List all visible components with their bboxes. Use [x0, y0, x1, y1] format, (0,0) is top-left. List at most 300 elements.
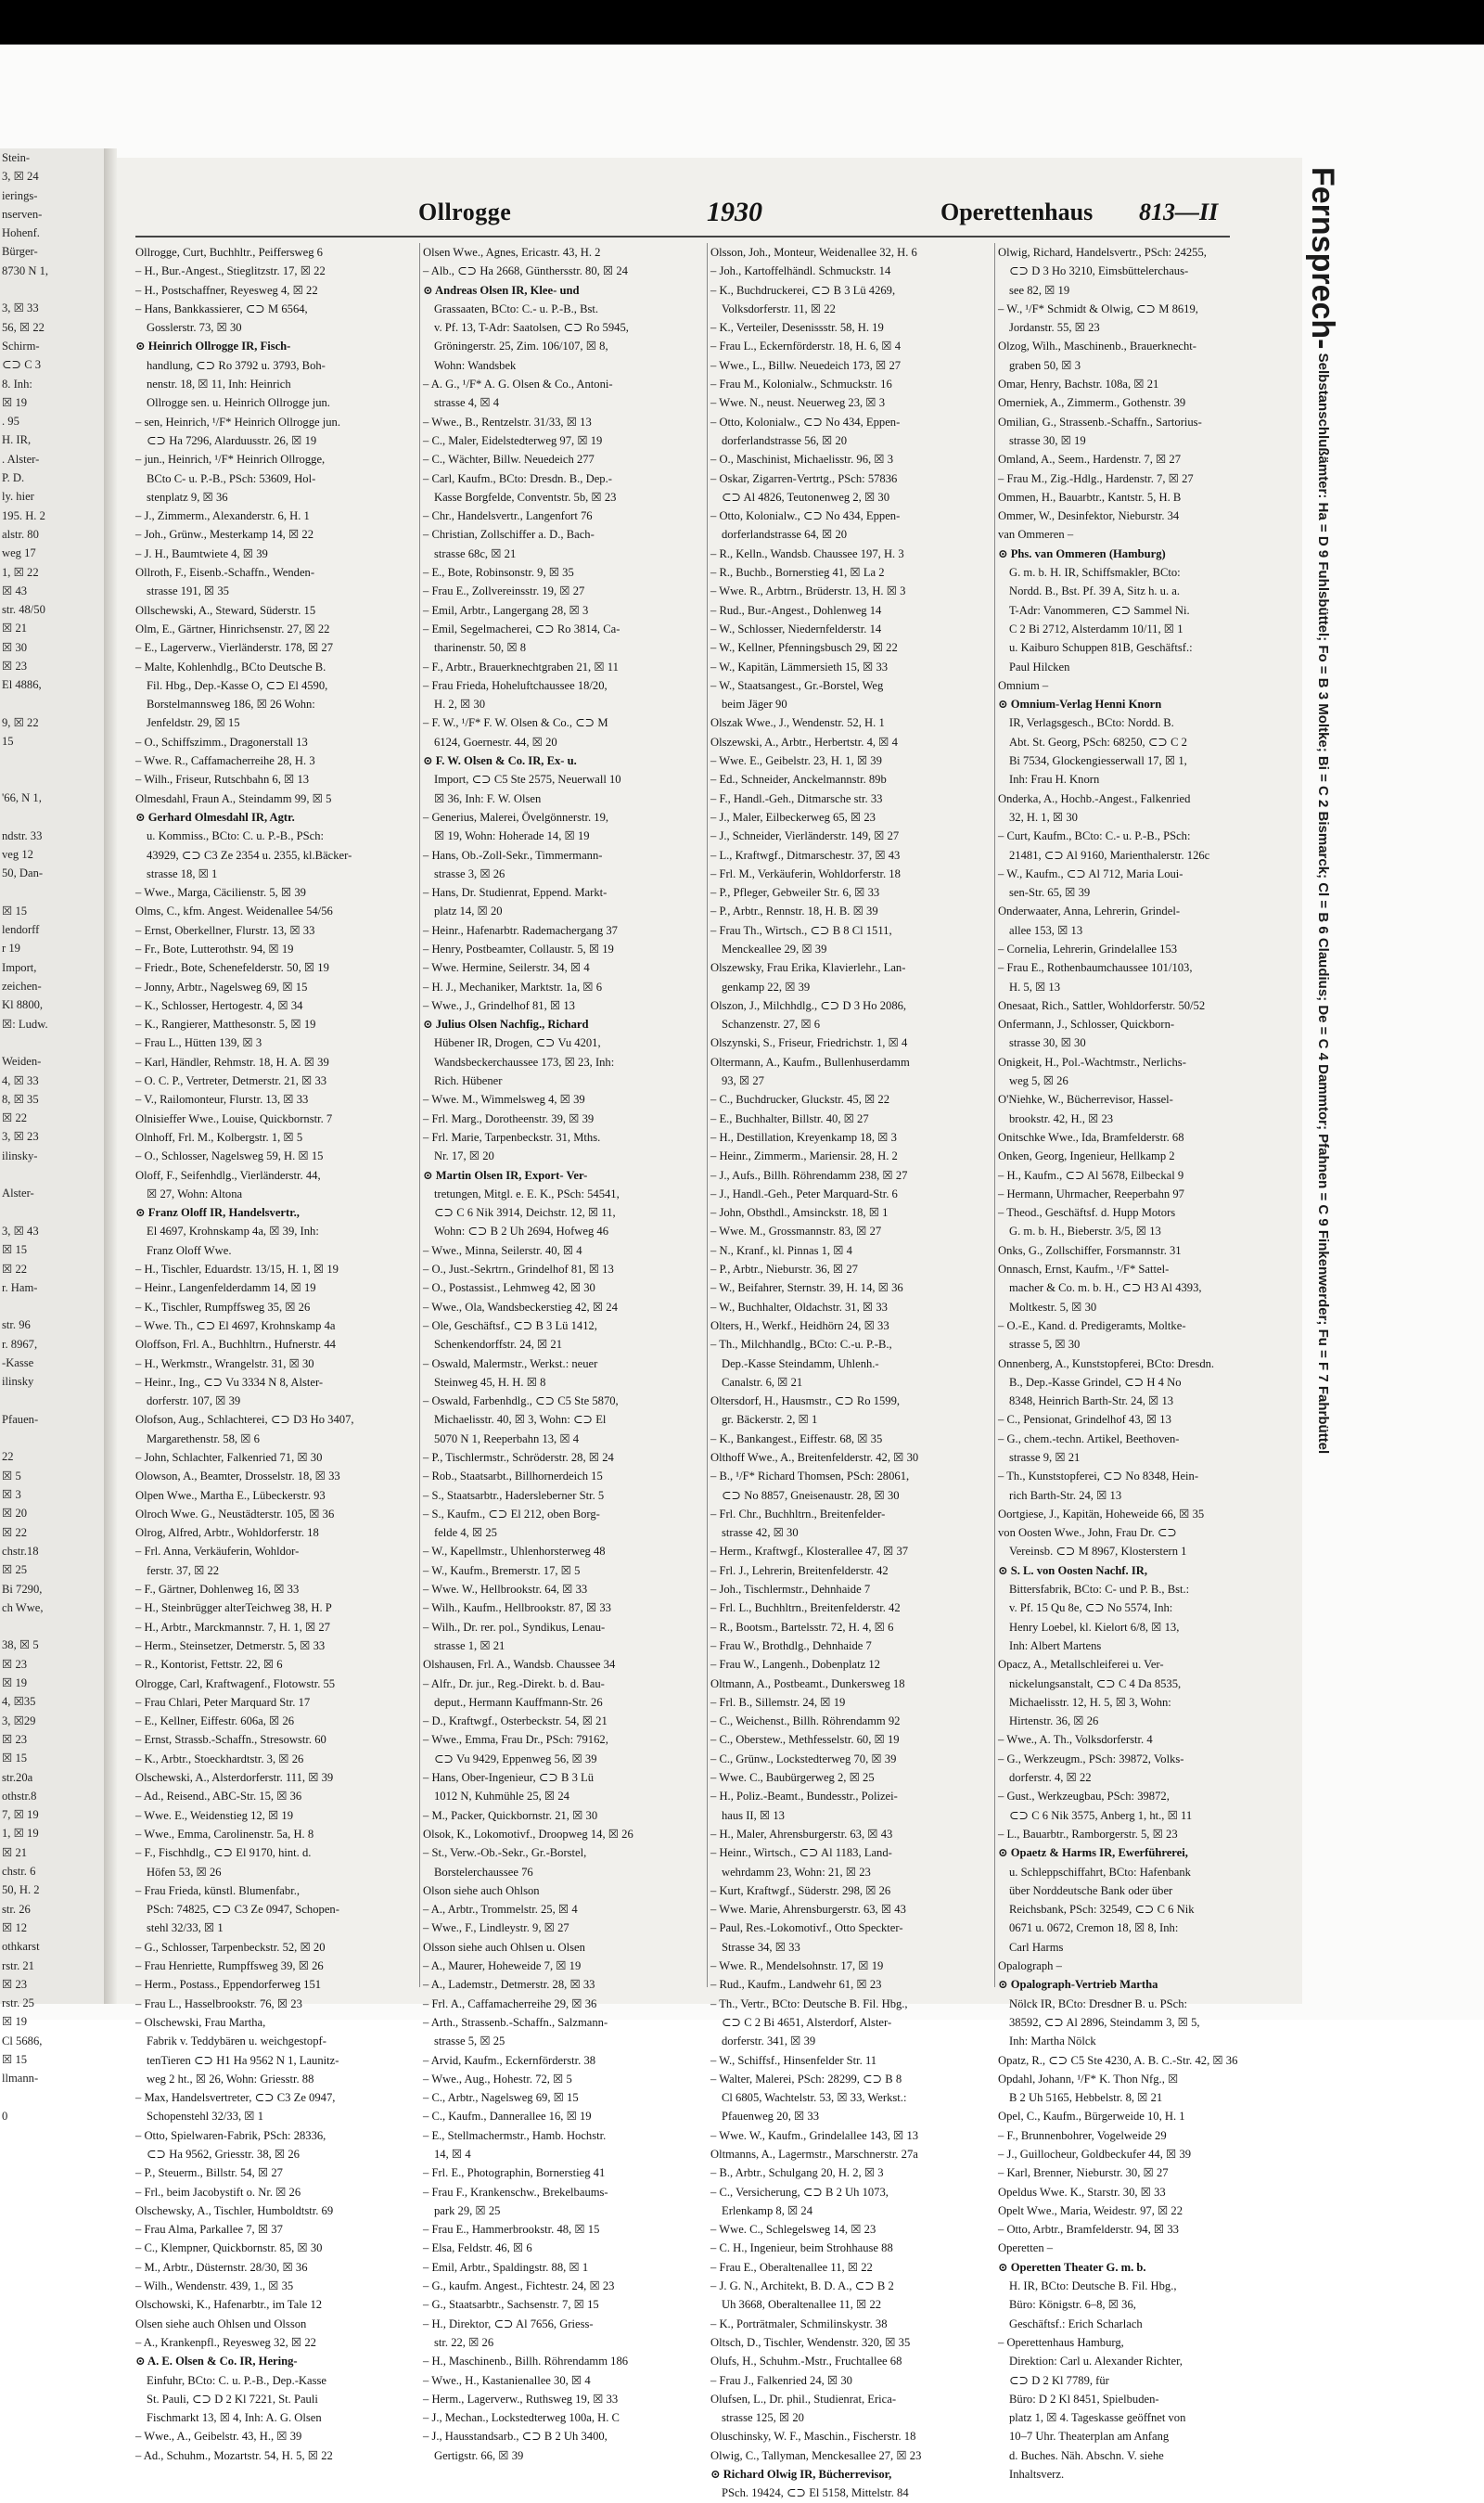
fragment-line: ☒ 19 — [2, 2015, 28, 2029]
fragment-line — [0, 1429, 104, 1447]
fragment-line: -Kasse — [2, 1356, 34, 1369]
directory-entry-line: Olsson, Joh., Monteur, Weidenallee 32, H. 6 — [710, 246, 917, 259]
fragment-line: ☒ 20 — [2, 1507, 28, 1521]
fragment-line: ☒ 22 — [2, 1111, 28, 1125]
column-4 — [998, 243, 1278, 2482]
directory-entry-line: – Emil, Arbtr., Spaldingstr. 88, ☒ 1 — [423, 2260, 589, 2274]
directory-entry-line: – C., Wächter, Billw. Neuedeich 277 — [423, 453, 595, 467]
directory-entry-line: Oluschinsky, W. F., Maschin., Fischerstr. 18 — [710, 2430, 916, 2444]
fragment-line: Cl 5686, — [2, 2034, 43, 2047]
directory-entry-line: – Wwe., B., Rentzelstr. 31/33, ☒ 13 — [423, 415, 592, 429]
directory-entry-line: – G., kaufm. Angest., Fichtestr. 24, ☒ 23 — [423, 2279, 615, 2293]
directory-entry-line: u. Kaiburo Schuppen 81B, Geschäftsf.: — [1009, 641, 1193, 655]
fragment-line — [0, 1392, 104, 1410]
directory-entry-line: – Frl. Marg., Dorotheenstr. 39, ☒ 39 — [423, 1111, 595, 1125]
directory-entry-line: van Ommeren – — [998, 528, 1074, 542]
fragment-line: llmann- — [2, 2072, 39, 2086]
directory-entry-line: Onitschke Wwe., Ida, Bramfelderstr. 68 — [998, 1130, 1184, 1144]
directory-entry-line: – Rob., Staatsarbt., Billhornerdeich 15 — [423, 1470, 603, 1483]
directory-entry-line: H. 2, ☒ 30 — [434, 698, 486, 712]
directory-entry-line: Olofson, Aug., Schlachterei, ⊂⊃ D3 Ho 3407, — [135, 1413, 354, 1427]
fragment-line: lendorff — [2, 923, 40, 937]
column-divider — [707, 243, 708, 1987]
directory-entry-line: – K., Schlosser, Hertogestr. 4, ☒ 34 — [135, 998, 303, 1012]
directory-entry-line: – Chr., Handelsvertr., Langenfort 76 — [423, 509, 593, 523]
directory-entry-line: – J., Hausstandsarb., ⊂⊃ B 2 Uh 3400, — [423, 2430, 608, 2444]
directory-entry-line: Wohn: ⊂⊃ B 2 Uh 2694, Hofweg 46 — [434, 1225, 608, 1239]
fragment-line — [0, 883, 104, 902]
directory-entry-line: – E., Kellner, Eiffestr. 606a, ☒ 26 — [135, 1714, 295, 1728]
scan-top-edge — [0, 0, 1484, 45]
fragment-line: 3, ☒ 33 — [2, 302, 39, 315]
directory-entry-line: – Gust., Werkzeugbau, PSch: 39872, — [998, 1790, 1170, 1803]
fragment-line: Stein- — [2, 151, 31, 164]
directory-entry-line: Michaelisstr. 40, ☒ 3, Wohn: ⊂⊃ El — [434, 1413, 607, 1427]
directory-entry-line: – Frau J., Falkenried 24, ☒ 30 — [710, 2373, 852, 2387]
directory-entry-line: – Heinr., Ing., ⊂⊃ Vu 3334 N 8, Alster- — [135, 1375, 324, 1389]
directory-entry-line: Olrog, Alfred, Arbtr., Wohldorferstr. 18 — [135, 1526, 319, 1540]
directory-entry-line: – Heinr., Hafenarbtr. Rademachergang 37 — [423, 923, 618, 937]
fragment-line: zeichen- — [2, 980, 42, 994]
directory-entry-line: – W., ¹/F* Schmidt & Olwig, ⊂⊃ M 8619, — [998, 302, 1198, 315]
directory-entry-line: – H., Poliz.-Beamt., Bundesstr., Polizei- — [710, 1790, 898, 1803]
firm-entry: ⊙ F. W. Olsen & Co. IR, Ex- u. — [423, 754, 577, 768]
directory-entry-line: G. m. b. H. IR, Schiffsmakler, BCto: — [1009, 566, 1181, 580]
directory-entry-line: Olm, E., Gärtner, Hinrichsenstr. 27, ☒ 22 — [135, 622, 330, 635]
directory-entry-line: BCto C- u. P.-B., PSch: 53609, Hol- — [147, 471, 316, 485]
directory-entry-line: Ommer, W., Desinfektor, Nieburstr. 34 — [998, 509, 1180, 523]
directory-entry-line: – Wilh., Kaufm., Hellbrookstr. 87, ☒ 33 — [423, 1601, 611, 1615]
right-keyword: Operettenhaus — [940, 199, 1094, 225]
directory-entry-line: – Frl. J., Lehrerin, Breitenfelderstr. 42 — [710, 1563, 889, 1577]
firm-entry: ⊙ Heinrich Ollrogge IR, Fisch- — [135, 340, 291, 353]
directory-entry-line: – Elsa, Feldstr. 46, ☒ 6 — [423, 2241, 532, 2255]
directory-entry-line: IR, Verlagsgesch., BCto: Nordd. B. — [1009, 716, 1174, 730]
directory-entry-line: strasse 1, ☒ 21 — [434, 1638, 505, 1652]
directory-entry-line: dorferstr. 107, ☒ 39 — [147, 1394, 241, 1408]
directory-entry-line: Olthoff Wwe., A., Breitenfelderstr. 42, ☒ 30 — [710, 1451, 919, 1464]
directory-entry-line: Opalograph – — [998, 1959, 1062, 1973]
directory-entry-line: – L., Kraftwgf., Ditmarschestr. 37, ☒ 43 — [710, 848, 901, 862]
fragment-line: 195. H. 2 — [2, 508, 45, 522]
directory-entry-line: 21481, ⊂⊃ Al 9160, Marienthalerstr. 126c — [1009, 848, 1210, 862]
directory-entry-line: – G., chem.-techn. Artikel, Beethoven- — [998, 1431, 1180, 1445]
directory-entry-line: – J., Aufs., Billh. Röhrendamm 238, ☒ 27 — [710, 1168, 908, 1182]
directory-entry-line: Omnium – — [998, 678, 1049, 692]
fragment-line: 1, ☒ 22 — [2, 565, 39, 579]
directory-entry-line: Schenkendorffstr. 24, ☒ 21 — [434, 1338, 563, 1352]
directory-entry-line: Olowson, A., Beamter, Drosselstr. 18, ☒ 33 — [135, 1470, 340, 1483]
fragment-line: ☒: Ludw. — [2, 1017, 48, 1031]
directory-entry-line: – Wwe., J., Grindelhof 81, ☒ 13 — [423, 998, 575, 1012]
fragment-line: 38, ☒ 5 — [2, 1638, 39, 1652]
directory-entry-line: – Heinr., Langenfelderdamm 14, ☒ 19 — [135, 1281, 316, 1295]
directory-entry-line: strasse 30, ☒ 30 — [1009, 1036, 1086, 1050]
directory-entry-line: Olufs, H., Schuhm.-Mstr., Fruchtallee 68 — [710, 2355, 902, 2368]
directory-entry-line: rich Barth-Str. 24, ☒ 13 — [1009, 1488, 1122, 1502]
fragment-line: 0 — [2, 2109, 8, 2123]
directory-entry-line: – Wwe. M., Wimmelsweg 4, ☒ 39 — [423, 1093, 585, 1107]
directory-entry-line: Olszewsky, Frau Erika, Klavierlehr., Lan- — [710, 961, 906, 975]
fragment-line: 56, ☒ 22 — [2, 320, 45, 334]
directory-entry-line: – V., Railomonteur, Flurstr. 13, ☒ 33 — [135, 1093, 309, 1107]
directory-entry-line: stehl 32/33, ☒ 1 — [147, 1921, 224, 1935]
directory-entry-line: – R., Kontorist, Fettstr. 22, ☒ 6 — [135, 1658, 283, 1672]
directory-entry-line: Ommen, H., Bauarbtr., Kantstr. 5, H. B — [998, 490, 1182, 504]
fragment-line: ⊂⊃ C 3 — [2, 358, 42, 372]
directory-entry-line: Steinweg 45, H. H. ☒ 8 — [434, 1375, 546, 1389]
directory-entry-line: – W., Schiffsf., Hinsenfelder Str. 11 — [710, 2053, 877, 2067]
directory-entry-line: – C., Arbtr., Nagelsweg 69, ☒ 15 — [423, 2091, 579, 2105]
directory-entry-line: Fischmarkt 13, ☒ 4, Inh: A. G. Olsen — [147, 2411, 322, 2425]
directory-entry-line: Wandsbeckerchaussee 173, ☒ 23, Inh: — [434, 1055, 615, 1069]
fragment-line: veg 12 — [2, 847, 33, 861]
directory-entry-line: – W., Kapellmstr., Uhlenhorsterweg 48 — [423, 1545, 606, 1559]
directory-entry-line: – M., Packer, Quickbornstr. 21, ☒ 30 — [423, 1808, 598, 1822]
directory-entry-line: – O., Schiffszimm., Dragonerstall 13 — [135, 735, 308, 749]
directory-entry-line: – W., Kaufm., Bremerstr. 17, ☒ 5 — [423, 1563, 581, 1577]
directory-entry-line: – Frl., beim Jacobystift o. Nr. ☒ 26 — [135, 2185, 301, 2199]
fragment-line — [0, 1033, 104, 1052]
directory-entry-line: – Heinr., Wirtsch., ⊂⊃ Al 1183, Land- — [710, 1846, 892, 1860]
fragment-line: 50, H. 2 — [2, 1883, 40, 1897]
directory-entry-line: strasse 9, ☒ 21 — [1009, 1451, 1081, 1464]
directory-entry-line: Onderwaater, Anna, Lehrerin, Grindel- — [998, 905, 1181, 918]
fragment-line: ☒ 21 — [2, 622, 28, 635]
directory-entry-line: – J., Guillocheur, Goldbeckufer 44, ☒ 39 — [998, 2147, 1192, 2161]
directory-entry-line: – Wwe. R., Mendelsohnstr. 17, ☒ 19 — [710, 1959, 884, 1973]
directory-entry-line: ⊂⊃ C 2 Bi 4651, Alsterdorf, Alster- — [722, 2015, 892, 2029]
directory-entry-line: Gertigstr. 66, ☒ 39 — [434, 2448, 524, 2462]
directory-entry-line: Omerniek, A., Zimmerm., Gothenstr. 39 — [998, 396, 1186, 410]
directory-entry-line: ⊂⊃ D 2 Kl 7789, für — [1009, 2373, 1109, 2387]
directory-entry-line: – Hans, Ob.-Zoll-Sekr., Timmermann- — [423, 848, 603, 862]
directory-entry-line: felde 4, ☒ 25 — [434, 1526, 497, 1540]
directory-entry-line: Bi 7534, Glockengiesserwall 17, ☒ 1, — [1009, 754, 1187, 768]
directory-entry-line: B 2 Uh 5165, Hebbelstr. 8, ☒ 21 — [1009, 2091, 1163, 2105]
directory-entry-line: – C., Pensionat, Grindelhof 43, ☒ 13 — [998, 1413, 1171, 1427]
directory-entry-line: – C., Maler, Eidelstedterweg 97, ☒ 19 — [423, 433, 603, 447]
directory-entry-line: – C., Kaufm., Dannerallee 16, ☒ 19 — [423, 2110, 592, 2124]
directory-entry-line: strasse 3, ☒ 26 — [434, 866, 505, 880]
fragment-line: . 95 — [2, 415, 19, 429]
fragment-line: ☒ 23 — [2, 1732, 28, 1746]
directory-entry-line: – Frau E., Oberaltenallee 11, ☒ 22 — [710, 2260, 873, 2274]
directory-entry-line: Olzog, Wilh., Maschinenb., Brauerknecht- — [998, 340, 1196, 353]
directory-entry-line: – Frau L., Hütten 139, ☒ 3 — [135, 1036, 262, 1050]
directory-entry-line: ⊂⊃ No 8857, Gneisenaustr. 28, ☒ 30 — [722, 1488, 900, 1502]
column-2 — [423, 243, 703, 2462]
directory-entry-line: Opel, C., Kaufm., Bürgerweide 10, H. 1 — [998, 2110, 1185, 2124]
directory-entry-line: – Joh., Kartoffelhändl. Schmuckstr. 14 — [710, 264, 891, 278]
directory-entry-line: – Walter, Malerei, PSch: 28299, ⊂⊃ B 8 — [710, 2072, 902, 2086]
directory-entry-line: Rich. Hübener — [434, 1074, 503, 1088]
directory-entry-line: strasse 191, ☒ 35 — [147, 584, 229, 598]
directory-entry-line: – Wwe., A. Th., Volksdorferstr. 4 — [998, 1733, 1153, 1747]
firm-entry: ⊙ A. E. Olsen & Co. IR, Hering- — [135, 2355, 298, 2368]
directory-entry-line: – Frau E., Zollvereinsstr. 19, ☒ 27 — [423, 584, 585, 598]
directory-entry-line: Oloff, F., Seifenhdlg., Vierländerstr. 44, — [135, 1168, 321, 1182]
directory-entry-line: 1012 N, Kuhmühle 25, ☒ 24 — [434, 1790, 569, 1803]
fragment-line — [0, 1203, 104, 1222]
directory-entry-line: – C., Oberstew., Methfesselstr. 60, ☒ 19 — [710, 1733, 900, 1747]
directory-entry-line: – Herm., Postass., Eppendorferweg 151 — [135, 1978, 322, 1992]
directory-entry-line: tretungen, Mitgl. e. E. K., PSch: 54541, — [434, 1187, 620, 1200]
firm-entry: ⊙ Omnium-Verlag Henni Knorn — [998, 698, 1162, 712]
directory-entry-line: Olms, C., kfm. Angest. Weidenallee 54/56 — [135, 905, 333, 918]
directory-entry-line: – K., Bankangest., Eiffestr. 68, ☒ 35 — [710, 1431, 883, 1445]
fragment-line: ☒ 19 — [2, 395, 28, 409]
directory-entry-line: weg 5, ☒ 26 — [1009, 1074, 1068, 1088]
fragment-line: Import, — [2, 960, 37, 974]
directory-entry-line: – Wwe. Marie, Ahrensburgerstr. 63, ☒ 43 — [710, 1903, 906, 1917]
directory-entry-line: von Oosten Wwe., John, Frau Dr. ⊂⊃ — [998, 1526, 1177, 1540]
directory-entry-line: Fil. Hbg., Dep.-Kasse O, ⊂⊃ El 4590, — [147, 678, 328, 692]
directory-entry-line: Nordd. B., Bst. Pf. 39 A, Sitz h. u. a. — [1009, 584, 1181, 598]
directory-entry-line: – O., Schlosser, Nagelsweg 59, H. ☒ 15 — [135, 1149, 324, 1163]
directory-entry-line: Jordanstr. 55, ☒ 23 — [1009, 321, 1100, 335]
directory-entry-line: – F., Gärtner, Dohlenweg 16, ☒ 33 — [135, 1583, 300, 1597]
fragment-line: Bi 7290, — [2, 1582, 43, 1596]
directory-entry-line: dorferstr. 4, ☒ 22 — [1009, 1771, 1092, 1785]
directory-entry-line: v. Pf. 15 Qu 8e, ⊂⊃ No 5574, Inh: — [1009, 1601, 1173, 1615]
directory-entry-line: Ollrogge, Curt, Buchhltr., Peiffersweg 6 — [135, 246, 323, 259]
directory-entry-line: – Hans, Ober-Ingenieur, ⊂⊃ B 3 Lü — [423, 1771, 595, 1785]
directory-entry-line: – Arvid, Kaufm., Eckernförderstr. 38 — [423, 2053, 596, 2067]
directory-entry-line: – Oswald, Malermstr., Werkst.: neuer — [423, 1356, 598, 1370]
directory-entry-line: Vereinsb. ⊂⊃ M 8967, Klosterstern 1 — [1009, 1545, 1187, 1559]
fragment-line: ☒ 15 — [2, 1243, 28, 1257]
directory-entry-line: – Emil, Segelmacherei, ⊂⊃ Ro 3814, Ca- — [423, 622, 620, 635]
directory-entry-line: H. 5, ☒ 13 — [1009, 980, 1061, 994]
directory-entry-line: – Max, Handelsvertreter, ⊂⊃ C3 Ze 0947, — [135, 2091, 336, 2105]
directory-entry-line: – H., Maler, Ahrensburgerstr. 63, ☒ 43 — [710, 1827, 893, 1841]
fragment-line: ☒ 23 — [2, 1977, 28, 1991]
directory-entry-line: Olszak Wwe., J., Wendenstr. 52, H. 1 — [710, 716, 885, 730]
directory-entry-line: – Wwe. E., Geibelstr. 23, H. 1, ☒ 39 — [710, 754, 882, 768]
directory-entry-line: 5070 N 1, Reeperbahn 13, ☒ 4 — [434, 1431, 580, 1445]
directory-entry-line: Gosslerstr. 73, ☒ 30 — [147, 321, 242, 335]
directory-entry-line: – J., Mechan., Lockstedterweg 100a, H. C — [423, 2411, 620, 2425]
directory-entry-line: Wohn: Wandsbek — [434, 358, 517, 372]
fragment-line: othstr.8 — [2, 1789, 37, 1803]
directory-entry-line: Uh 3668, Oberaltenallee 11, ☒ 22 — [722, 2298, 882, 2312]
directory-entry-line: Olsen Wwe., Agnes, Ericastr. 43, H. 2 — [423, 246, 601, 259]
directory-entry-line: – Wwe., Minna, Seilerstr. 40, ☒ 4 — [423, 1243, 582, 1257]
directory-entry-line: – R., Bootsm., Bartelsstr. 72, H. 4, ☒ 6 — [710, 1620, 894, 1634]
directory-entry-line: d. Buches. Näh. Abschn. V. siehe — [1009, 2448, 1164, 2462]
directory-entry-line: – J., Schneider, Vierländerstr. 149, ☒ 27 — [710, 829, 900, 843]
directory-entry-line: – Wwe., Ola, Wandsbeckerstieg 42, ☒ 24 — [423, 1300, 618, 1314]
directory-entry-line: ⊂⊃ Ha 9562, Griesstr. 38, ☒ 26 — [147, 2147, 300, 2161]
fragment-line: ☒ 15 — [2, 904, 28, 918]
directory-entry-line: – Frau Frieda, Hoheluftchaussee 18/20, — [423, 678, 608, 692]
directory-entry-line: 32, H. 1, ☒ 30 — [1009, 810, 1078, 824]
directory-entry-line: – H., Tischler, Eduardstr. 13/15, H. 1, ☒ 19 — [135, 1263, 339, 1277]
directory-entry-line: wehrdamm 23, Wohn: 21, ☒ 23 — [722, 1865, 871, 1879]
directory-entry-line: brookstr. 42, H., ☒ 23 — [1009, 1111, 1114, 1125]
fragment-line: ☒ 43 — [2, 584, 28, 597]
directory-entry-line: Opdahl, Johann, ¹/F* K. Thon Nfg., ☒ — [998, 2072, 1179, 2086]
fragment-line: Pfauen- — [2, 1412, 39, 1426]
directory-entry-line: – Wwe. R., Arbtrn., Brüderstr. 13, H. ☒ 3 — [710, 584, 906, 598]
firm-entry: ⊙ Richard Olwig IR, Bücherrevisor, — [710, 2468, 892, 2482]
directory-entry-line: strasse 5, ☒ 25 — [434, 2034, 505, 2048]
directory-entry-line: 8348, Heinrich Barth-Str. 24, ☒ 13 — [1009, 1394, 1174, 1408]
directory-entry-line: – Wwe. E., Weidenstieg 12, ☒ 19 — [135, 1808, 294, 1822]
fragment-line: othkarst — [2, 1940, 40, 1954]
fragment-line: rstr. 25 — [2, 1996, 34, 2010]
fragment-line: nserven- — [2, 207, 43, 221]
directory-entry-line: – Wilh., Wendenstr. 439, 1., ☒ 35 — [135, 2279, 294, 2293]
fragment-line — [0, 807, 104, 826]
directory-entry-line: strasse 68c, ☒ 21 — [434, 546, 517, 560]
directory-entry-line: ☒ 27, Wohn: Altona — [147, 1187, 243, 1200]
directory-entry-line: nickelungsanstalt, ⊂⊃ C 4 Da 8535, — [1009, 1676, 1182, 1690]
directory-entry-line: – G., Werkzeugm., PSch: 39872, Volks- — [998, 1752, 1184, 1765]
directory-entry-line: – O.-E., Kand. d. Predigeramts, Moltke- — [998, 1318, 1186, 1332]
directory-entry-line: – H. J., Mechaniker, Marktstr. 1a, ☒ 6 — [423, 980, 603, 994]
directory-entry-line: Nölck IR, BCto: Dresdner B. u. PSch: — [1009, 1996, 1188, 2010]
side-band-title: Fernsprech- — [1304, 167, 1340, 350]
directory-entry-line: sen-Str. 65, ☒ 39 — [1009, 886, 1091, 900]
directory-entry-line: – K., Buchdruckerei, ⊂⊃ B 3 Lü 4269, — [710, 283, 896, 297]
directory-entry-line: – Alfr., Dr. jur., Reg.-Direkt. b. d. Bau- — [423, 1676, 605, 1690]
fragment-line: ☒ 15 — [2, 2052, 28, 2066]
directory-entry-line: Olwig, Richard, Handelsvertr., PSch: 24255, — [998, 246, 1207, 259]
directory-entry-line: – Frau Henriette, Rumpffsweg 39, ☒ 26 — [135, 1959, 324, 1973]
directory-entry-line: Onks, G., Zollschiffer, Forsmannstr. 31 — [998, 1243, 1182, 1257]
directory-entry-line: – E., Lagerverw., Vierländerstr. 178, ☒ 27 — [135, 641, 334, 655]
directory-entry-line: u. Schleppschiffahrt, BCto: Hafenbank — [1009, 1865, 1191, 1879]
directory-entry-line: – H., Steinbrügger alterTeichweg 38, H. P — [135, 1601, 332, 1615]
directory-entry-line: Olwig, C., Tallyman, Menckesallee 27, ☒ 23 — [710, 2448, 922, 2462]
fragment-line: r. 8967, — [2, 1337, 38, 1351]
directory-entry-line: – Frl. B., Sillemstr. 24, ☒ 19 — [710, 1695, 846, 1709]
directory-entry-line: – Hermann, Uhrmacher, Reeperbahn 97 — [998, 1187, 1184, 1200]
directory-entry-line: O'Niehke, W., Bücherrevisor, Hassel- — [998, 1093, 1173, 1107]
directory-entry-line: strasse 42, ☒ 30 — [722, 1526, 799, 1540]
directory-entry-line: – Generius, Malerei, Övelgönnerstr. 19, — [423, 810, 609, 824]
directory-entry-line: Olpen Wwe., Martha E., Lübeckerstr. 93 — [135, 1488, 326, 1502]
firm-entry: ⊙ Andreas Olsen IR, Klee- und — [423, 283, 580, 297]
directory-entry-line: – E., Bote, Robinsonstr. 9, ☒ 35 — [423, 566, 574, 580]
directory-entry-line: – Otto, Kolonialw., ⊂⊃ No 434, Eppen- — [710, 509, 901, 523]
directory-entry-line: – Frau F., Krankenschw., Brekelbaums- — [423, 2185, 608, 2199]
directory-entry-line: Onigkeit, H., Pol.-Wachtmstr., Nerlichs- — [998, 1055, 1186, 1069]
directory-entry-line: 93, ☒ 27 — [722, 1074, 764, 1088]
fragment-line: str. 96 — [2, 1318, 31, 1332]
directory-entry-line: Reichsbank, PSch: 32549, ⊂⊃ C 6 Nik — [1009, 1903, 1195, 1917]
fragment-line: ierings- — [2, 188, 38, 202]
directory-entry-line: Direktion: Carl u. Alexander Richter, — [1009, 2355, 1183, 2368]
directory-entry-line: – Herm., Kraftwgf., Klosterallee 47, ☒ 37 — [710, 1545, 909, 1559]
directory-entry-line: – Herm., Steinsetzer, Detmerstr. 5, ☒ 33 — [135, 1638, 326, 1652]
directory-entry-line: strasse 18, ☒ 1 — [147, 866, 218, 880]
directory-entry-line: – Th., Milchhandlg., BCto: C.-u. P.-B., — [710, 1338, 892, 1352]
directory-entry-line: – F., Brunnenbohrer, Vogelweide 29 — [998, 2128, 1167, 2142]
directory-entry-line: – Wwe. M., Grossmannstr. 83, ☒ 27 — [710, 1225, 882, 1239]
directory-entry-line: nenstr. 18, ☒ 11, Inh: Heinrich — [147, 378, 291, 391]
directory-entry-line: – R., Buchb., Bornerstieg 41, ☒ La 2 — [710, 566, 885, 580]
fragment-line: . Alster- — [2, 452, 40, 466]
directory-entry-line: – C., Grünw., Lockstedterweg 70, ☒ 39 — [710, 1752, 897, 1765]
directory-entry-line: – K., Rangierer, Matthesonstr. 5, ☒ 19 — [135, 1018, 316, 1032]
directory-entry-line: – Wwe. W., Hellbrookstr. 64, ☒ 33 — [423, 1583, 588, 1597]
directory-entry-line: Onfermann, J., Schlosser, Quickborn- — [998, 1018, 1175, 1032]
directory-entry-line: – A. G., ¹/F* A. G. Olsen & Co., Antoni- — [423, 378, 613, 391]
directory-entry-line: Omar, Henry, Bachstr. 108a, ☒ 21 — [998, 378, 1159, 391]
directory-entry-line: – Th., Kunststopferei, ⊂⊃ No 8348, Hein- — [998, 1470, 1199, 1483]
fragment-line: Schirm- — [2, 339, 40, 353]
directory-entry-line: 43929, ⊂⊃ C3 Ze 2354 u. 2355, kl.Bäcker- — [147, 848, 352, 862]
directory-entry-line: – P., Pfleger, Gebweiler Str. 6, ☒ 33 — [710, 886, 880, 900]
directory-entry-line: – P., Arbtr., Nieburstr. 36, ☒ 27 — [710, 1263, 858, 1277]
directory-entry-line: Olnisieffer Wwe., Louise, Quickbornstr. 7 — [135, 1111, 333, 1125]
directory-entry-line: – Ernst, Strassb.-Schaffn., Stresowstr. 60 — [135, 1733, 326, 1747]
directory-entry-line: – F., Handl.-Geh., Ditmarsche str. 33 — [710, 791, 883, 805]
directory-entry-line: – Frl. Marie, Tarpenbeckstr. 31, Mths. — [423, 1130, 601, 1144]
side-band-legend: Selbstanschlußämter: Ha = D 9 Fuhlsbüttel; Fo = B 3 Moltke; Bi = C 2 Bismarck; Cl = B 6 Claudius; De = C 4 Dammtor; Pfahnen = C 9 Finkenwerder; Fu = F 7 Fahrbüttel — [1315, 353, 1331, 1455]
directory-entry-line: G. m. b. H., Bieberstr. 3/5, ☒ 13 — [1009, 1225, 1161, 1239]
fragment-line: ☒ 25 — [2, 1563, 28, 1577]
directory-entry-line: Borstelerchaussee 76 — [434, 1865, 533, 1879]
side-band-text — [1302, 167, 1343, 1614]
directory-entry-line: Hirtenstr. 36, ☒ 26 — [1009, 1714, 1099, 1728]
fragment-line — [0, 280, 104, 299]
directory-entry-line: v. Pf. 13, T-Adr: Saatolsen, ⊂⊃ Ro 5945, — [434, 321, 629, 335]
directory-entry-line: Oortgiese, J., Kapitän, Hoheweide 66, ☒ 35 — [998, 1507, 1205, 1521]
directory-entry-line: platz 14, ☒ 20 — [434, 905, 503, 918]
firm-entry: ⊙ Franz Oloff IR, Handelsvertr., — [135, 1206, 300, 1220]
firm-entry: ⊙ Opaetz & Harms IR, Ewerführerei, — [998, 1846, 1188, 1860]
page-number: 813—II — [1139, 199, 1219, 225]
fragment-line: ☒ 15 — [2, 1752, 28, 1765]
directory-entry-line: – P., Tischlermstr., Schröderstr. 28, ☒ 24 — [423, 1451, 614, 1464]
directory-entry-line: – H., Bur.-Angest., Stieglitzstr. 17, ☒ 22 — [135, 264, 326, 278]
directory-entry-line: genkamp 22, ☒ 39 — [722, 980, 811, 994]
directory-entry-line: Olschewski, A., Alsterdorferstr. 111, ☒ 39 — [135, 1771, 334, 1785]
directory-entry-line: El 4697, Krohnskamp 4a, ☒ 39, Inh: — [147, 1225, 319, 1239]
directory-entry-line: – W., Kellner, Pfenningsbusch 29, ☒ 22 — [710, 641, 898, 655]
directory-entry-line: platz 1, ☒ 4. Tageskasse geöffnet von — [1009, 2411, 1186, 2425]
directory-entry-line: Olufsen, L., Dr. phil., Studienrat, Erica- — [710, 2392, 897, 2406]
directory-entry-line: – S., Staatsarbtr., Hadersleberner Str. 5 — [423, 1488, 605, 1502]
directory-entry-line: – Christian, Zollschiffer a. D., Bach- — [423, 528, 595, 542]
directory-entry-line: 6124, Goernestr. 44, ☒ 20 — [434, 735, 557, 749]
directory-entry-line: allee 153, ☒ 13 — [1009, 923, 1083, 937]
directory-entry-line: Pfauenweg 20, ☒ 33 — [722, 2110, 820, 2124]
directory-entry-line: – W., Buchhalter, Oldachstr. 31, ☒ 33 — [710, 1300, 888, 1314]
directory-entry-line: Inh: Frau H. Knorn — [1009, 773, 1100, 787]
directory-entry-line: Geschäftsf.: Erich Scharlach — [1009, 2317, 1143, 2330]
directory-entry-line: – Paul, Res.-Lokomotivf., Otto Speckter- — [710, 1921, 903, 1935]
directory-entry-line: Schanzenstr. 27, ☒ 6 — [722, 1018, 821, 1032]
directory-entry-line: – Frau L., Eckernförderstr. 18, H. 6, ☒ 4 — [710, 340, 902, 353]
directory-entry-line: Onken, Georg, Ingenieur, Hellkamp 2 — [998, 1149, 1175, 1163]
firm-entry: ⊙ Opalograph-Vertrieb Martha — [998, 1978, 1158, 1992]
directory-entry-line: – C., Weichenst., Billh. Röhrendamm 92 — [710, 1714, 901, 1728]
directory-entry-line: – Frau L., Hasselbrookstr. 76, ☒ 23 — [135, 1996, 302, 2010]
directory-entry-line: Onnenberg, A., Kunststopferei, BCto: Dresdn. — [998, 1356, 1215, 1370]
firm-entry: ⊙ Julius Olsen Nachfig., Richard — [423, 1018, 589, 1032]
directory-entry-line: Büro: D 2 Kl 8451, Spielbuden- — [1009, 2392, 1159, 2406]
directory-entry-line: – Wwe., A., Geibelstr. 43, H., ☒ 39 — [135, 2430, 302, 2444]
directory-entry-line: Omilian, G., Strassenb.-Schaffn., Sartorius- — [998, 415, 1202, 429]
directory-entry-line: – Oskar, Zigarren-Vertrtg., PSch: 57836 — [710, 471, 898, 485]
directory-entry-line: – John, Obsthdl., Amsinckstr. 18, ☒ 1 — [710, 1206, 889, 1220]
directory-entry-line: haus II, ☒ 13 — [722, 1808, 785, 1822]
